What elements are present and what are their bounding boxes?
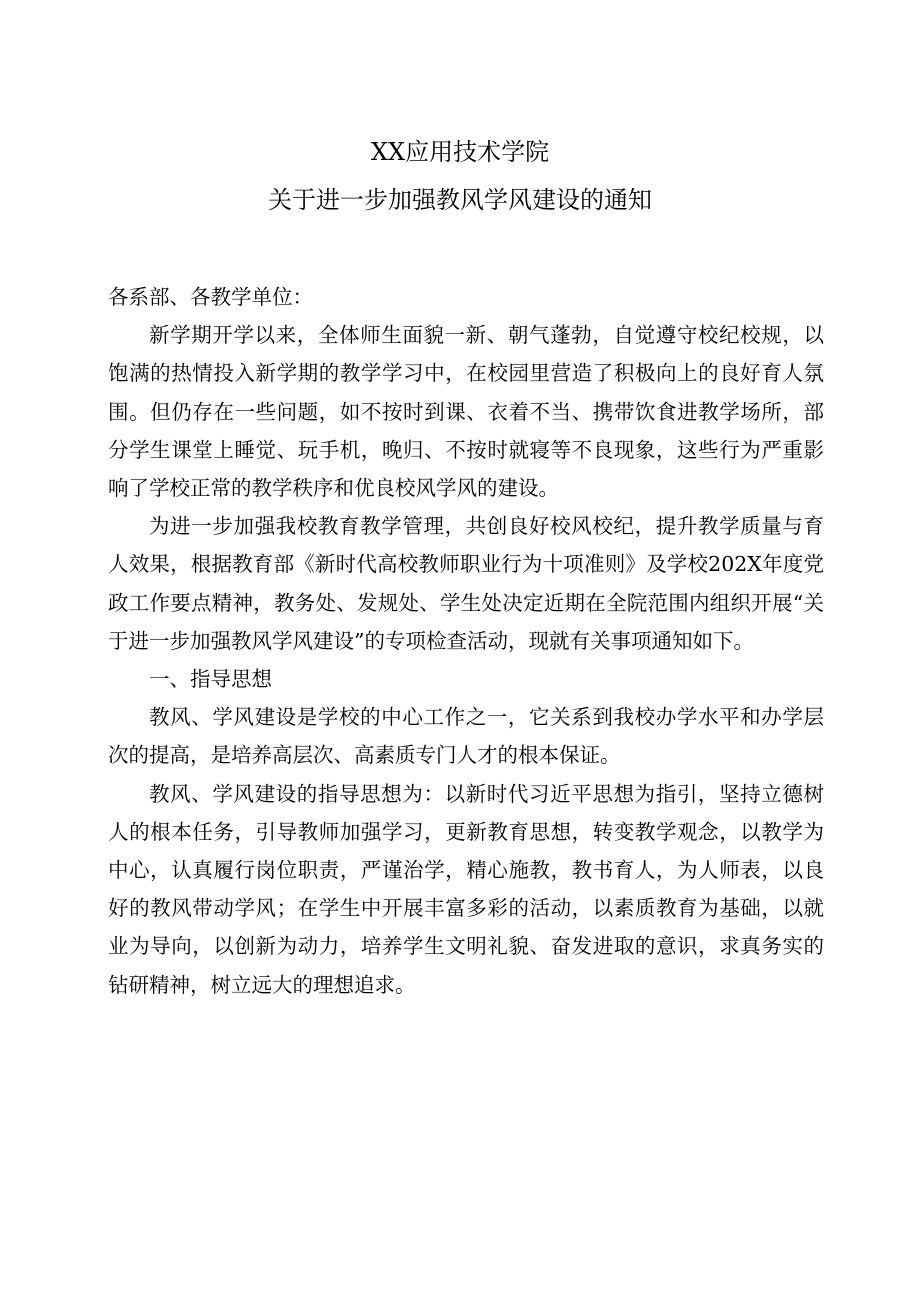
document-body	[108, 278, 824, 1004]
paragraph-importance: 教风、学风建设是学校的中心工作之一，它关系到我校办学水平和办学层次的提高，是培养高层次、高素质专门人才的根本保证。	[108, 705, 824, 768]
paragraph-guiding-ideology: 教风、学风建设的指导思想为：以新时代习近平思想为指引，坚持立德树人的根本任务，引导教师加强学习，更新教育思想，转变教学观念，以教学为中心，认真履行岗位职责，严谨治学，精心施教，教书育人，为人师表，以良好的教风带动学风；在学生中开展丰富多彩的活动，以素质教育为基础，以就业为导向，以创新为动力，培养学生文明礼貌、奋发进取的意识，求真务实的钻研精神，树立远大的理想追求。	[108, 781, 824, 997]
paragraph-purpose: 为进一步加强我校教育教学管理，共创良好校风校纪，提升教学质量与育人效果，根据教育部《新时代高校教师职业行为十项准则》及学校202X年度党政工作要点精神，教务处、发规处、学生处决定近期在全院范围内组织开展“关于进一步加强教风学风建设”的专项检查活动，现就有关事项通知如下。	[108, 514, 824, 653]
document-subtitle: 关于进一步加强教风学风建设的通知	[268, 186, 652, 214]
section-heading-guiding-ideology: 一、指导思想	[149, 667, 272, 692]
salutation: 各系部、各教学单位：	[108, 285, 313, 309]
document-title: XX应用技术学院	[370, 138, 550, 166]
paragraph-intro: 新学期开学以来，全体师生面貌一新、朝气蓬勃，自觉遵守校纪校规，以饱满的热情投入新学期的教学学习中，在校园里营造了积极向上的良好育人氛围。但仍存在一些问题，如不按时到课、衣着不当、携带饮食进教学场所，部分学生课堂上睡觉、玩手机，晚归、不按时就寝等不良现象，这些行为严重影响了学校正常的教学秩序和优良校风学风的建设。	[108, 323, 824, 501]
